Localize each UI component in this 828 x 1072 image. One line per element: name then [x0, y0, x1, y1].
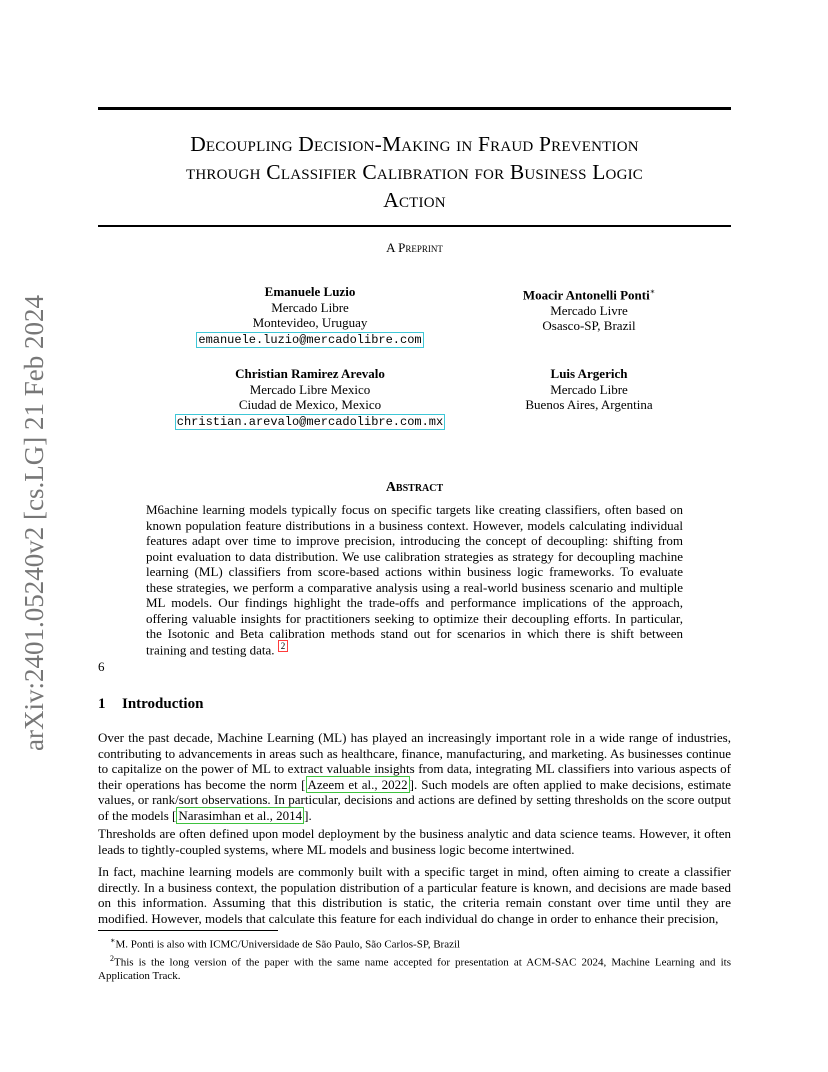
section-number: 1 — [98, 696, 106, 712]
abstract-text: M6achine learning models typically focus on specific targets like creating classifiers, often based on known population feature distributions in a business context. However, models calculating individual features adapt over time to improve precision, introducing the concept of decoupling: shifting from point evaluation to data distribution. We use calibration strategies as strategy for decoupling machine learning (ML) classifiers from score-based actions within business logic frameworks. To evaluate these strategies, we perform a comparative analysis using a real-world business scenario and multiple ML models. Our findings highlight the trade-offs and performance implications of the approach, offering valuable insights for practitioners seeking to optimize their decoupling efforts. In particular, the Isotonic and Beta calibration methods stand out for scenarios in which there is shift between training and testing data. — [146, 502, 683, 657]
abstract-heading: Abstract — [385, 480, 444, 495]
author-name: Moacir Antonelli Ponti∗ — [522, 287, 656, 303]
author-block — [474, 284, 704, 334]
citation-link[interactable]: Azeem et al., 2022 — [307, 776, 408, 792]
citation-link[interactable]: Narasimhan et al., 2014 — [178, 807, 303, 823]
abstract-body — [146, 502, 683, 657]
paper-title — [98, 130, 731, 214]
title-line-1: Decoupling Decision-Making in Fraud Prevention — [190, 132, 639, 156]
author-name: Luis Argerich — [550, 366, 628, 381]
section-heading — [98, 696, 203, 713]
footnote-1 — [98, 934, 731, 952]
author-location: Montevideo, Uruguay — [252, 315, 368, 330]
author-location: Osasco-SP, Brazil — [542, 318, 636, 334]
paragraph-2: Thresholds are often defined upon model deployment by the business analytic and data science teams. However, it often leads to tightly-coupled systems, where ML models and business logic become intertwined. — [98, 826, 731, 857]
title-line-3: Action — [383, 188, 446, 212]
footnote-mark: ∗ — [110, 936, 116, 945]
author-email-link[interactable]: emanuele.luzio@mercadolibre.com — [198, 332, 422, 347]
text-run: Over the past decade, Machine Learning (ML) has played an increasingly important role in a wide range of industries, contributing to advancements in areas such as healthcare, finance, manufacturing, and marketing. As businesses continue to capitalize on the power of ML to extract valuable insights from data, integrating ML classifiers into various aspects of their operations has become the norm [ — [98, 730, 731, 792]
top-rule — [98, 107, 731, 110]
author-affiliation: Mercado Libre — [550, 381, 628, 397]
author-name: Christian Ramirez Arevalo — [235, 366, 385, 381]
author-block — [160, 366, 460, 430]
author-location: Buenos Aires, Argentina — [525, 397, 653, 412]
author-name: Emanuele Luzio — [264, 284, 356, 299]
arxiv-stamp: arXiv:2401.05240v2 [cs.LG] 21 Feb 2024 — [19, 295, 49, 751]
author-affiliation: Mercado Livre — [550, 302, 628, 318]
footnote-text: M. Ponti is also with ICMC/Universidade de São Paulo, São Carlos-SP, Brazil — [115, 938, 461, 951]
author-affiliation: Mercado Libre Mexico — [249, 381, 371, 397]
paragraph-1 — [98, 730, 731, 823]
author-block — [170, 284, 450, 348]
title-line-2: through Classifier Calibration for Business Logic — [185, 160, 644, 184]
paragraph-3: In fact, machine learning models are commonly built with a specific target in mind, often aiming to create a classifier directly. In a business context, the population distribution of a particular feature is known, and decisions are made based on this information. Assuming that this distribution is static, the criteria remain constant over time until they are modified. However, models that calculate this feature for each individual do change in order to enhance their precision, — [98, 864, 731, 926]
author-email-link[interactable]: christian.arevalo@mercadolibre.com.mx — [176, 414, 444, 429]
text-run: ]. Such models are often applied to make decisions, estimate values, or rank/sort observations. In particular, decisions and actions are defined by setting thresholds on the score output of the models [ — [98, 776, 732, 823]
author-affiliation: Mercado Libre — [271, 299, 349, 315]
author-block — [474, 366, 704, 413]
stray-number: 6 — [98, 659, 105, 674]
preprint-label: A Preprint — [386, 240, 443, 255]
footnote-rule — [98, 930, 278, 931]
title-bottom-rule — [98, 225, 731, 227]
text-run: ]. — [304, 807, 312, 823]
footnote-link[interactable]: 2 — [278, 640, 289, 652]
footnote-2 — [98, 952, 731, 984]
section-title: Introduction — [122, 696, 204, 712]
author-location: Ciudad de Mexico, Mexico — [238, 397, 382, 412]
footnotes — [98, 934, 731, 983]
footnote-text: This is the long version of the paper with the same name accepted for presentation at ACM-SAC 2024, Machine Learning and its Application Track. — [98, 956, 731, 983]
footnote-mark: 2 — [110, 953, 114, 963]
